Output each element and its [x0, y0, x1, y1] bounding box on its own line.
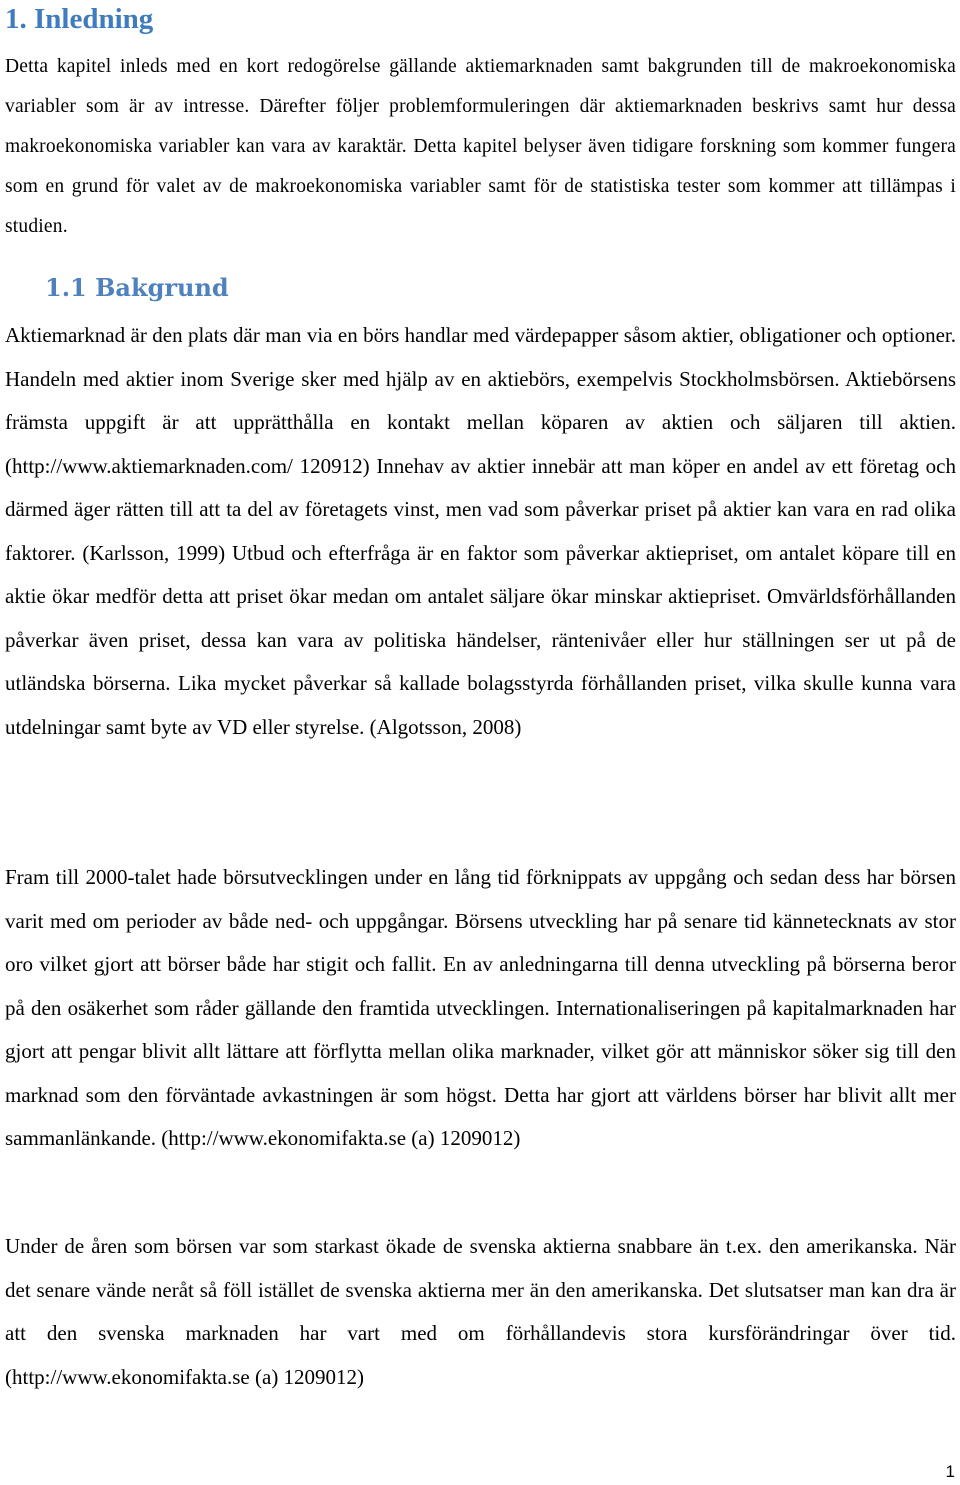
chapter-heading: 1. Inledning [5, 3, 154, 35]
background-paragraph-1: Aktiemarknad är den plats där man via en börs handlar med värdepapper såsom aktier, obligationer och optioner. Handeln med aktier inom Sverige sker med hjälp av en aktiebörs, exempelvis Stockholmsbörsen. Aktiebörsens främsta uppgift är att upprätthålla en kontakt mellan köparen av aktien och säljaren till aktien. (http://www.aktiemarknaden.com/ 120912) Innehav av aktier innebär att man köper en andel av ett företag och därmed äger rätten till att ta del av företagets vinst, men vad som påverkar priset på aktier kan vara en rad olika faktorer. (Karlsson, 1999) Utbud och efterfråga är en faktor som påverkar aktiepriset, om antalet köpare till en aktie ökar medför detta att priset ökar medan om antalet säljare ökar minskar aktiepriset. Omvärldsförhållanden påverkar även priset, dessa kan vara av politiska händelser, räntenivåer eller hur ställningen ser ut på de utländska börserna. Lika mycket påverkar så kallade bolagsstyrda förhållanden priset, vilka skulle kunna vara utdelningar samt byte av VD eller styrelse. (Algotsson, 2008) [5, 323, 956, 739]
section-heading: 1.1 Bakgrund [45, 273, 229, 302]
page-number: 1 [945, 1462, 955, 1481]
intro-paragraph: Detta kapitel inleds med en kort redogörelse gällande aktiemarknaden samt bakgrunden till de makroekonomiska variabler som är av intresse. Därefter följer problemformuleringen där aktiemarknaden beskrivs samt hur dessa makroekonomiska variabler kan vara av karaktär. Detta kapitel belyser även tidigare forskning som kommer fungera som en grund för valet av de makroekonomiska variabler samt för de statistiska tester som kommer att tillämpas i studien. [5, 56, 956, 237]
background-paragraph-2: Fram till 2000-talet hade börsutvecklingen under en lång tid förknippats av uppgång och sedan dess har börsen varit med om perioder av både ned- och uppgångar. Börsens utveckling har på senare tid kännetecknats av stor oro vilket gjort att börser både har stigit och fallit. En av anledningarna till denna utveckling på börserna beror på den osäkerhet som råder gällande den framtida utvecklingen. Internationaliseringen på kapitalmarknaden har gjort att pengar blivit allt lättare att förflytta mellan olika marknader, vilket gör att människor söker sig till den marknad som den förväntade avkastningen är som högst. Detta har gjort att världens börser har blivit allt mer sammanlänkande. (http://www.ekonomifakta.se (a) 1209012) [5, 865, 956, 1150]
background-paragraph-3: Under de åren som börsen var som starkast ökade de svenska aktierna snabbare än t.ex. den amerikanska. När det senare vände neråt så föll istället de svenska aktierna mer än den amerikanska. Det slutsatser man kan dra är att den svenska marknaden har vart med om förhållandevis stora kursförändringar över tid. (http://www.ekonomifakta.se (a) 1209012) [5, 1234, 956, 1389]
